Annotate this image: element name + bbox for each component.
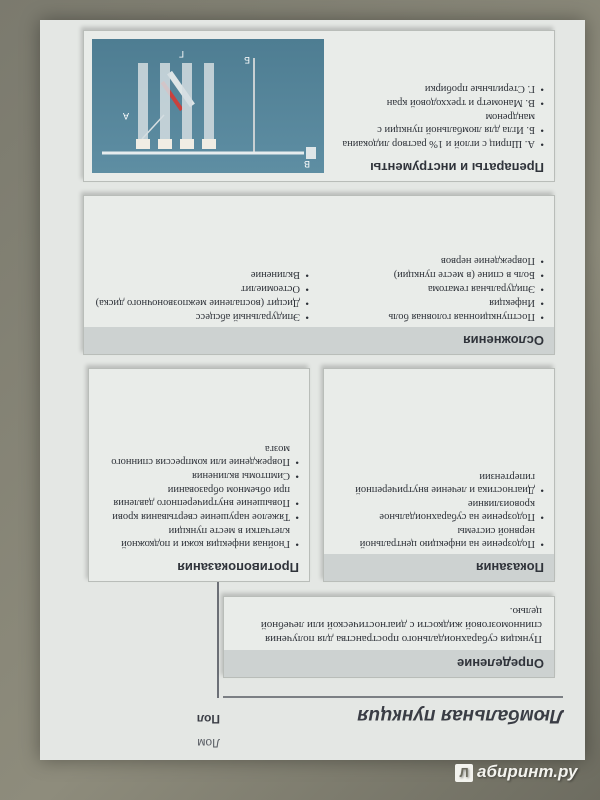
list-item: • Гнойная инфекция кожи и подкожной клетчатки в месте пункции <box>99 524 299 550</box>
indications-box <box>323 368 555 582</box>
list-item: • Вклинение <box>94 268 309 281</box>
labirint-logo-icon: Л <box>455 764 473 782</box>
list-item: • Б. Игла для люмбальной пункции с мандреном <box>339 110 544 136</box>
definition-heading: Определение <box>224 650 554 677</box>
list-item: • Подозрение на субарахноидальное кровоизлияние <box>334 497 544 523</box>
list-item: • Повреждение нервов <box>329 254 544 267</box>
contraindications-list <box>89 437 309 554</box>
list-item: • Дисцит (воспаление межпозвоночного диска) <box>94 296 309 309</box>
watermark-text: абиринт.ру <box>477 762 578 781</box>
side-tab-label-bottom: Пол <box>196 712 220 726</box>
instruments-box <box>83 30 555 182</box>
complications-list-right <box>84 249 319 327</box>
complications-box <box>83 195 555 355</box>
sterile-tubes-image <box>136 63 216 149</box>
photo-label-b: Б <box>244 55 250 65</box>
list-item: • Г. Стерильные пробирки <box>339 82 544 95</box>
list-item: • А. Шприц с иглой и 1% раствор лидокаина <box>339 137 544 150</box>
instruments-photo-drawing <box>92 39 324 173</box>
page-title: Люмбальная пункция <box>357 705 563 726</box>
instruments-heading: Препараты и инструменты <box>370 160 544 175</box>
complications-list-left <box>319 249 554 327</box>
list-item: • Боль в спине (в месте пункции) <box>329 268 544 281</box>
photo-label-g: Г <box>179 49 184 59</box>
list-item: • Остеомиелит <box>94 282 309 295</box>
photo-label-v: В <box>303 159 310 169</box>
list-item: • В. Манометр и трехходовой кран <box>339 96 544 109</box>
contraindications-heading: Противопоказания <box>177 560 299 575</box>
title-underline <box>223 696 563 698</box>
site-watermark <box>455 762 577 782</box>
list-item: • Эпидуральный абсцесс <box>94 310 309 323</box>
instruments-list <box>329 77 554 154</box>
contraindications-box <box>88 368 310 582</box>
list-item: • Подозрение на инфекцию центральной нервной системы <box>334 524 544 550</box>
list-item: • Инфекция <box>329 296 544 309</box>
list-item: • Симптомы вклинения <box>99 469 299 482</box>
list-item: • Постпункционная головная боль <box>329 310 544 323</box>
list-item: • Повышение внутричерепного давления при объемном образовании <box>99 483 299 509</box>
photo-label-a: А <box>122 111 129 121</box>
instruments-photo <box>92 39 324 173</box>
list-item: • Диагностика и лечение внутричерепной гипертензии <box>334 470 544 496</box>
indications-heading: Показания <box>324 554 554 581</box>
list-item: • Эпидуральная гематома <box>329 282 544 295</box>
list-item: • Тяжелое нарушение свертывания крови <box>99 510 299 523</box>
list-item: • Повреждение или компрессия спинного мозга <box>99 442 299 468</box>
book-page <box>40 20 585 760</box>
complications-heading: Осложнения <box>84 327 554 354</box>
definition-box <box>223 596 555 678</box>
definition-text: Пункция субарахноидального пространства для получения спинномозговой жидкости с диагностической или лечебной целью. <box>260 605 542 645</box>
indications-list <box>324 465 554 554</box>
side-tab-label-top: Лом <box>197 736 220 750</box>
